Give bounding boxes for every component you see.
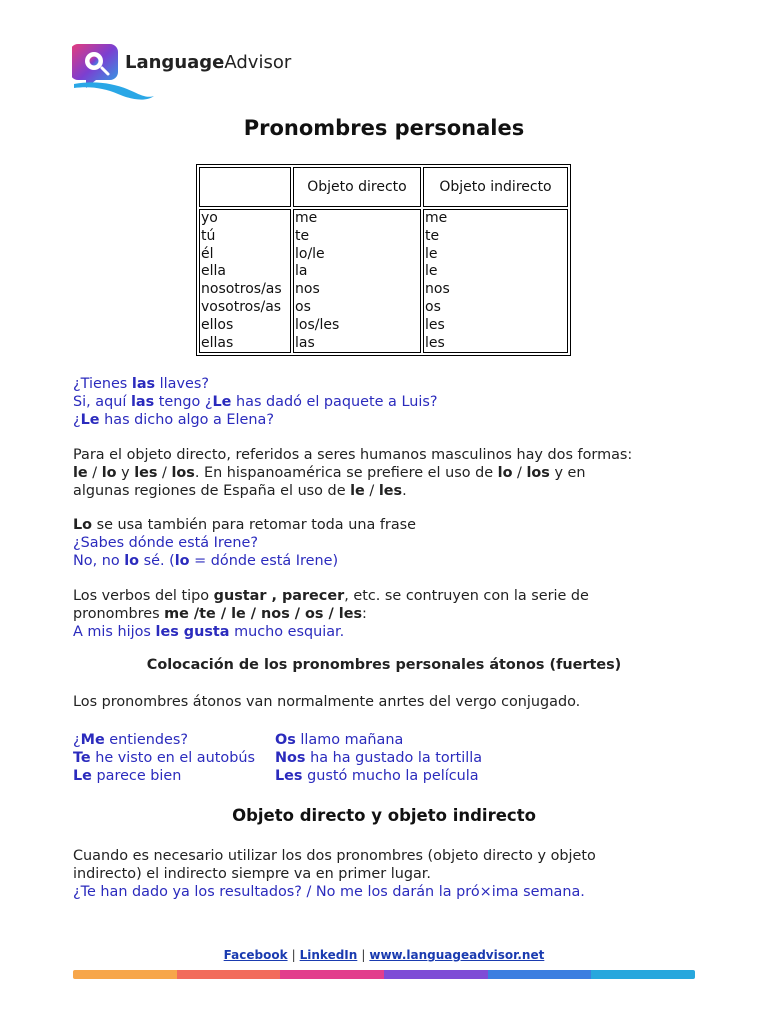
list-item: me xyxy=(425,210,448,226)
example-line xyxy=(73,767,181,785)
list-item: nos xyxy=(425,281,450,298)
paragraph-line xyxy=(73,605,367,623)
example-line xyxy=(73,731,188,749)
list-item: me xyxy=(295,210,318,226)
text-run: = dónde está Irene) xyxy=(189,553,339,569)
website-link[interactable]: www.languageadvisor.net xyxy=(369,948,545,962)
example-line xyxy=(275,767,479,785)
paragraph-line xyxy=(73,516,416,534)
example-line xyxy=(275,731,403,749)
text-run: y xyxy=(116,465,135,481)
text-run: : xyxy=(362,606,367,622)
text-run: , etc. se contruyen con la serie de xyxy=(344,588,589,604)
list-item: vosotros/as xyxy=(201,298,282,315)
text-run: y en xyxy=(549,465,586,481)
text-run: ¿ xyxy=(73,732,81,748)
paragraph-line: Para el objeto directo, referidos a seres humanos masculinos hay dos formas: xyxy=(73,447,633,463)
bar-segment xyxy=(488,970,592,979)
table-header-indirect-object: Objeto indirecto xyxy=(423,167,568,207)
brand-name xyxy=(125,52,291,73)
bar-segment xyxy=(591,970,695,979)
text-run: has dicho algo a Elena? xyxy=(99,412,274,428)
text-run: algunas regiones de España el uso de xyxy=(73,483,351,499)
pronoun-highlight: Te xyxy=(73,750,91,766)
paragraph-line xyxy=(73,464,586,482)
facebook-link[interactable]: Facebook xyxy=(223,948,288,962)
pronoun-highlight: le xyxy=(73,465,88,481)
pronoun-highlight: las xyxy=(131,376,156,392)
list-item: él xyxy=(201,245,214,262)
text-run: / xyxy=(87,465,102,481)
section-heading-objects: Objeto directo y objeto indirecto xyxy=(232,806,536,825)
footer-separator: | xyxy=(291,948,296,962)
list-item: ellas xyxy=(201,334,234,351)
brand-name-bold: Language xyxy=(125,52,225,73)
example-line xyxy=(73,552,338,570)
direct-object-pronouns-cell xyxy=(293,209,421,353)
pronoun-highlight: me /te / le / nos / os / les xyxy=(164,606,363,622)
list-item: la xyxy=(295,263,308,280)
list-item: ellos xyxy=(201,316,234,333)
example-line xyxy=(73,375,209,393)
list-item: los/les xyxy=(295,316,340,333)
table-header-subject xyxy=(199,167,291,207)
text-run: Los verbos del tipo xyxy=(73,588,214,604)
example-line xyxy=(73,749,255,767)
bar-segment xyxy=(177,970,281,979)
pronoun-highlight: lo xyxy=(101,465,117,481)
text-run: ¿ xyxy=(73,412,81,428)
example-line xyxy=(73,623,344,641)
paragraph-line: Los pronombres átonos van normalmente anrtes del vergo conjugado. xyxy=(73,694,581,710)
pronoun-highlight: los xyxy=(171,465,195,481)
text-run: ha ha gustado la tortilla xyxy=(305,750,483,766)
text-run: / xyxy=(512,465,527,481)
text-run: sé. ( xyxy=(139,553,175,569)
list-item: le xyxy=(425,245,438,262)
text-run: he visto en el autobús xyxy=(90,750,255,766)
linkedin-link[interactable]: LinkedIn xyxy=(299,948,358,962)
pronoun-highlight: Os xyxy=(275,732,296,748)
list-item: te xyxy=(425,227,440,244)
text-run: mucho esquiar. xyxy=(229,624,345,640)
bar-segment xyxy=(73,970,177,979)
list-item: os xyxy=(425,298,441,315)
table-header-direct-object: Objeto directo xyxy=(293,167,421,207)
text-run: entiendes? xyxy=(104,732,189,748)
list-item: lo/le xyxy=(295,245,325,262)
pronoun-highlight: les xyxy=(378,483,403,499)
subject-pronouns-cell xyxy=(199,209,291,353)
pronoun-highlight: lo xyxy=(497,465,513,481)
paragraph-line xyxy=(73,482,407,500)
example-line xyxy=(275,749,482,767)
text-run: Si, aquí xyxy=(73,394,131,410)
list-item: yo xyxy=(201,210,218,226)
pronoun-highlight: lo xyxy=(124,553,140,569)
footer-separator: | xyxy=(361,948,366,962)
list-item: te xyxy=(295,227,310,244)
list-item: ella xyxy=(201,263,226,280)
pronoun-highlight: Les xyxy=(275,768,303,784)
pronoun-highlight: Nos xyxy=(275,750,306,766)
list-item: les xyxy=(425,334,445,351)
footer-color-bar xyxy=(73,970,695,979)
list-item: nosotros/as xyxy=(201,281,282,298)
list-item: las xyxy=(295,334,315,351)
text-run: tengo ¿ xyxy=(154,394,213,410)
text-run: llamo mañana xyxy=(295,732,404,748)
example-line xyxy=(73,393,437,411)
list-item: les xyxy=(425,316,445,333)
text-run: has dadó el paquete a Luis? xyxy=(231,394,438,410)
brand-name-regular: Advisor xyxy=(224,52,292,73)
section-heading-placement: Colocación de los pronombres personales átonos (fuertes) xyxy=(146,657,622,673)
text-run: / xyxy=(157,465,172,481)
pronoun-highlight: les xyxy=(134,465,158,481)
text-run: parece bien xyxy=(91,768,182,784)
page-title: Pronombres personales xyxy=(243,116,525,140)
bar-segment xyxy=(280,970,384,979)
example-line xyxy=(73,411,274,429)
pronoun-highlight: Le xyxy=(73,768,92,784)
example-line: ¿Sabes dónde está Irene? xyxy=(73,535,258,551)
paragraph-line: Cuando es necesario utilizar los dos pronombres (objeto directo y objeto xyxy=(73,848,596,864)
text-run: / xyxy=(364,483,379,499)
text-run: No, no xyxy=(73,553,125,569)
table-row xyxy=(199,209,568,353)
pronoun-highlight: Le xyxy=(212,394,232,410)
list-item: le xyxy=(425,263,438,280)
list-item: nos xyxy=(295,281,320,298)
table-header-row xyxy=(199,167,568,207)
example-line: ¿Te han dado ya los resultados? / No me los darán la pró×ima semana. xyxy=(73,884,585,900)
pronoun-highlight: las xyxy=(130,394,155,410)
text-run: ¿Tienes xyxy=(73,376,132,392)
text-run: . En hispanoamérica se prefiere el uso de xyxy=(194,465,498,481)
bar-segment xyxy=(384,970,488,979)
paragraph-line: indirecto) el indirecto siempre va en primer lugar. xyxy=(73,866,431,882)
list-item: os xyxy=(295,298,311,315)
text-run: A mis hijos xyxy=(73,624,156,640)
pronoun-highlight: lo xyxy=(174,553,190,569)
verb-highlight: gustar , parecer xyxy=(213,588,345,604)
pronoun-highlight: le xyxy=(350,483,365,499)
pronoun-highlight: Le xyxy=(80,412,100,428)
text-run: se usa también para retomar toda una frase xyxy=(92,517,416,533)
text-run: llaves? xyxy=(155,376,210,392)
paragraph-line xyxy=(73,587,589,605)
text-run: . xyxy=(402,483,407,499)
pronouns-table xyxy=(196,164,571,356)
pronoun-highlight: Lo xyxy=(73,517,93,533)
text-run: gustó mucho la película xyxy=(302,768,479,784)
text-run: pronombres xyxy=(73,606,165,622)
pronoun-highlight: Me xyxy=(80,732,105,748)
pronoun-highlight: les gusta xyxy=(155,624,230,640)
indirect-object-pronouns-cell xyxy=(423,209,568,353)
list-item: tú xyxy=(201,227,216,244)
footer-links xyxy=(0,948,768,962)
pronoun-highlight: los xyxy=(526,465,550,481)
